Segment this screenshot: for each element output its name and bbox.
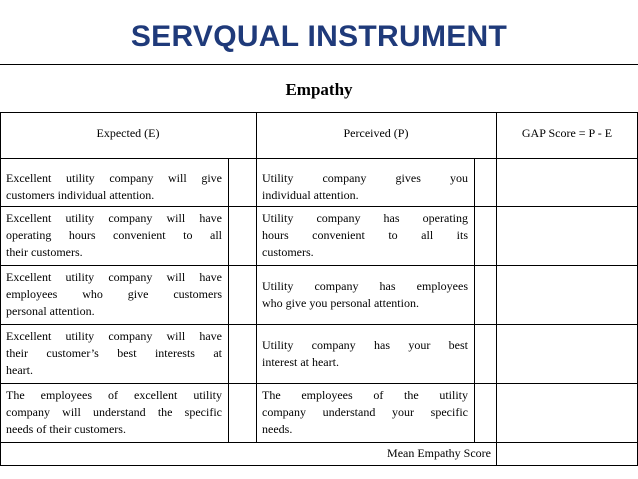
statement-line: Excellent utility company will have [6,329,222,343]
statement-line: The employees of the utility [262,388,468,402]
column-header-perceived: Perceived (P) [343,126,409,140]
statement-line: The employees of excellent utility [6,388,222,402]
column-header-expected: Expected (E) [96,126,160,140]
perceived-statement [256,387,474,438]
divider [474,158,475,442]
expected-statement [0,269,228,320]
statement-line: Utility company gives you [262,171,468,185]
expected-statement [0,387,228,438]
statement-line: heart. [6,363,33,377]
statement-line: Excellent utility company will give [6,171,222,185]
section-title: Empathy [285,80,353,99]
perceived-statement [256,337,474,371]
statement-line: Utility company has operating [262,211,468,225]
statement-line: Excellent utility company will have [6,211,222,225]
column-header-gap: GAP Score = P - E [521,126,613,140]
statement-line: customers individual attention. [6,188,155,202]
statement-line: individual attention. [262,188,359,202]
statement-line: operating hours convenient to all [6,228,222,242]
divider [0,112,638,113]
statement-line: hours convenient to all its [262,228,468,242]
statement-line: Utility company has your best [262,338,468,352]
mean-score-label: Mean Empathy Score [387,446,491,460]
statement-line: employees who give customers [6,287,222,301]
statement-line: interest at heart. [262,355,339,369]
statement-line: who give you personal attention. [262,296,419,310]
servqual-table [0,64,638,466]
statement-line: needs. [262,422,293,436]
statement-line: company understand your specific [262,405,468,419]
divider [0,442,638,443]
divider [496,112,497,465]
statement-line: their customers. [6,245,83,259]
perceived-statement [256,170,474,204]
page-title: SERVQUAL INSTRUMENT [130,20,508,53]
statement-line: needs of their customers. [6,422,126,436]
statement-line: Excellent utility company will have [6,270,222,284]
divider [0,324,638,325]
perceived-statement [256,210,474,261]
statement-line: personal attention. [6,304,95,318]
expected-statement [0,170,228,204]
divider [0,383,638,384]
statement-line: Utility company has employees [262,279,468,293]
divider [0,158,638,159]
expected-statement [0,328,228,379]
divider [228,158,229,442]
divider [0,206,638,207]
expected-statement [0,210,228,261]
statement-line: company will understand the specific [6,405,222,419]
perceived-statement [256,278,474,312]
statement-line: customers. [262,245,314,259]
divider [0,265,638,266]
statement-line: their customer’s best interests at [6,346,222,360]
